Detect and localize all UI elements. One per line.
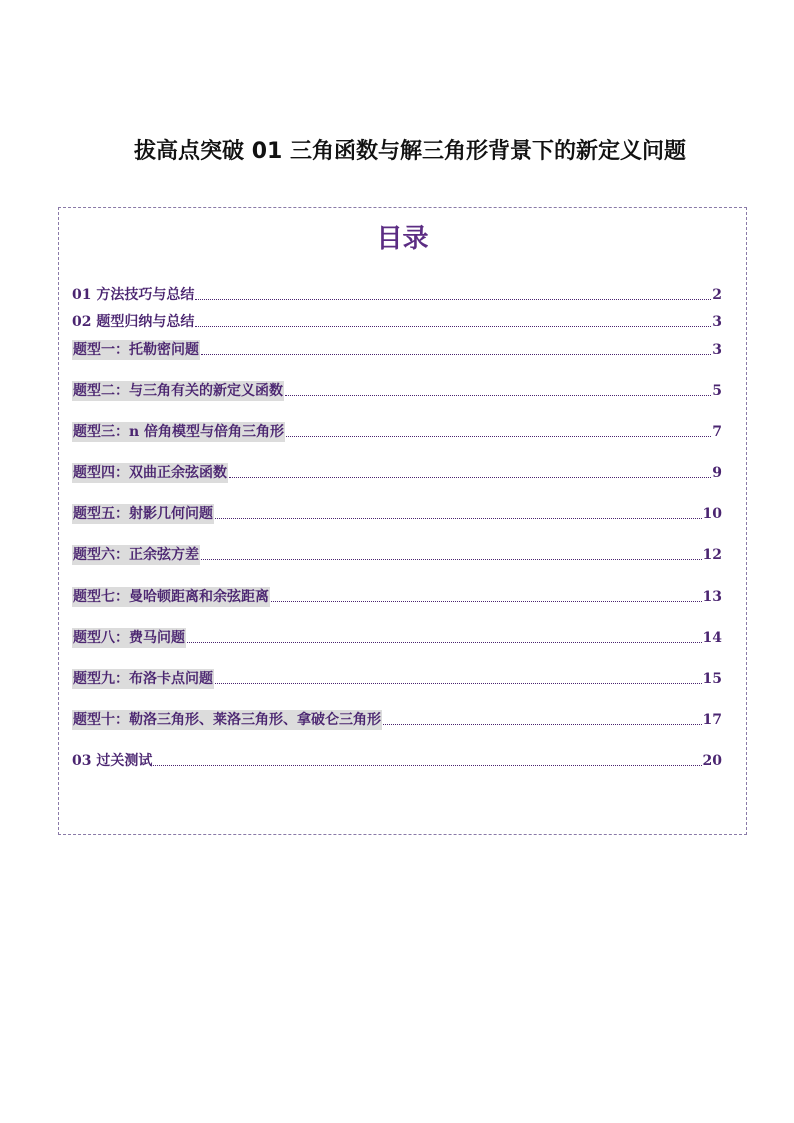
toc-entry-type-3[interactable] — [72, 422, 722, 442]
toc-entry-type-1[interactable] — [72, 340, 722, 360]
toc-entry-label: 01 方法技巧与总结 — [72, 287, 195, 303]
toc-page-number: 13 — [702, 589, 722, 605]
toc-dot-leader — [215, 517, 702, 519]
document-title: 拔高点突破 01 三角函数与解三角形背景下的新定义问题 — [134, 139, 686, 164]
toc-entry-label: 题型四：双曲正余弦函数 — [73, 465, 227, 481]
toc-entry-label: 题型七：曼哈顿距离和余弦距离 — [73, 589, 269, 605]
toc-dot-leader — [201, 558, 702, 560]
toc-dot-leader — [187, 641, 702, 643]
toc-dot-leader — [286, 435, 711, 437]
toc-dot-leader — [153, 764, 701, 766]
toc-entry-type-2[interactable] — [72, 381, 722, 401]
toc-page-number: 15 — [702, 671, 722, 687]
toc-entry-type-summary[interactable] — [72, 312, 722, 332]
toc-entry-type-7[interactable] — [72, 587, 722, 607]
toc-entry-label: 题型一：托勒密问题 — [73, 342, 199, 358]
toc-dot-leader — [215, 682, 702, 684]
toc-entry-label: 02 题型归纳与总结 — [72, 314, 195, 330]
toc-page-number: 3 — [712, 342, 722, 358]
toc-entry-final-test[interactable] — [72, 751, 722, 771]
toc-entry-type-6[interactable] — [72, 545, 722, 565]
toc-entry-label: 题型六：正余弦方差 — [73, 547, 199, 563]
toc-entry-label: 题型十：勒洛三角形、莱洛三角形、拿破仑三角形 — [73, 712, 381, 728]
toc-page-number: 20 — [702, 753, 722, 769]
toc-page-number: 14 — [702, 630, 722, 646]
toc-dot-leader — [201, 353, 711, 355]
toc-entry-method-summary[interactable] — [72, 285, 722, 305]
toc-page-number: 7 — [712, 424, 722, 440]
toc-entry-label: 题型八：费马问题 — [73, 630, 185, 646]
toc-entry-type-4[interactable] — [72, 463, 722, 483]
toc-dot-leader — [285, 394, 711, 396]
toc-entry-label: 题型三：n 倍角模型与倍角三角形 — [73, 424, 285, 440]
toc-page-number: 9 — [712, 465, 722, 481]
toc-page-number: 2 — [712, 287, 722, 303]
toc-dot-leader — [383, 723, 702, 725]
toc-entry-label: 03 过关测试 — [72, 753, 153, 769]
toc-page-number: 17 — [702, 712, 722, 728]
toc-entry-type-5[interactable] — [72, 504, 722, 524]
toc-entry-type-8[interactable] — [72, 628, 722, 648]
toc-dot-leader — [229, 476, 711, 478]
toc-page-number: 12 — [702, 547, 722, 563]
table-of-contents — [58, 207, 747, 835]
toc-dot-leader — [195, 298, 711, 300]
toc-entry-label: 题型二：与三角有关的新定义函数 — [73, 383, 283, 399]
toc-heading: 目录 — [376, 224, 429, 254]
toc-page-number: 3 — [712, 314, 722, 330]
toc-page-number: 10 — [702, 506, 722, 522]
toc-dot-leader — [271, 600, 702, 602]
toc-page-number: 5 — [712, 383, 722, 399]
toc-entry-type-10[interactable] — [72, 710, 722, 730]
toc-dot-leader — [195, 325, 711, 327]
toc-entry-label: 题型五：射影几何问题 — [73, 506, 213, 522]
toc-entry-label: 题型九：布洛卡点问题 — [73, 671, 213, 687]
toc-entry-type-9[interactable] — [72, 669, 722, 689]
